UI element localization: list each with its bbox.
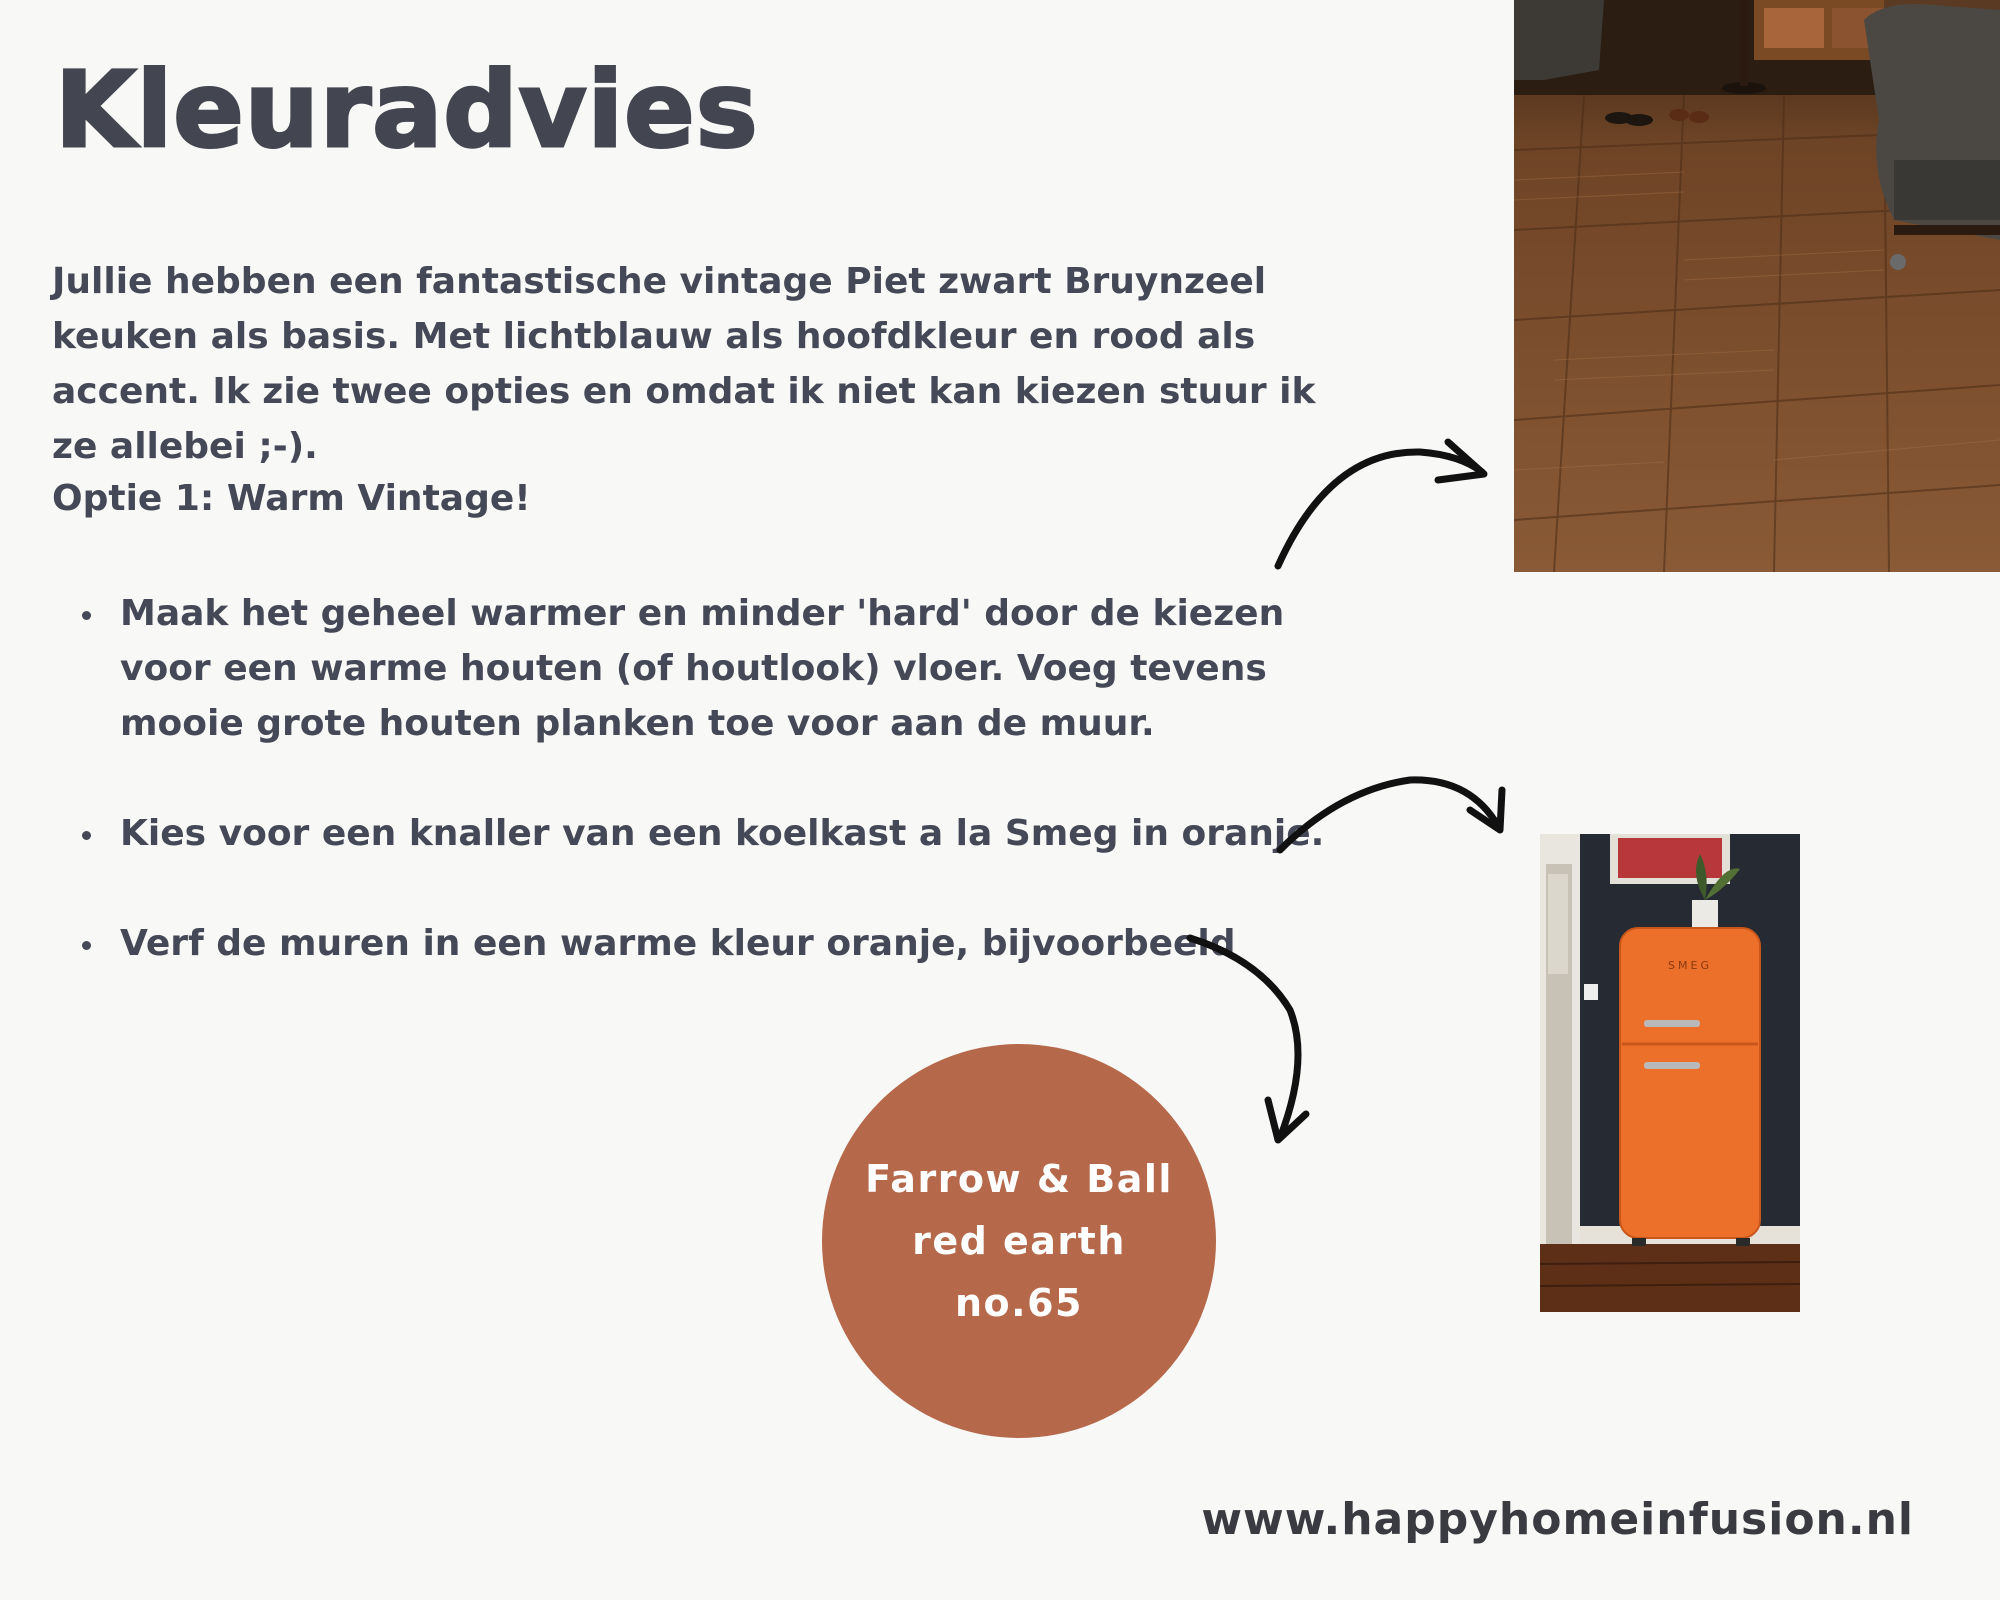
list-item [52, 806, 1352, 861]
fridge-image [1540, 834, 1800, 1312]
option-title: Optie 1: Warm Vintage! [52, 478, 531, 519]
list-item-text: Kies voor een knaller van een koelkast a la Smeg in oranje. [120, 813, 1325, 854]
advice-list [52, 586, 1352, 971]
intro-paragraph: Jullie hebben een fantastische vintage Piet zwart Bruynzeel keuken als basis. Met lichtblauw als hoofdkleur en rood als accent. Ik zie twee opties en omdat ik niet kan kiezen stuur ik ze allebei ;-). [52, 261, 1316, 467]
swatch-color-name: red earth [912, 1219, 1126, 1263]
smeg-fridge-photo [1540, 834, 1800, 1312]
list-item [52, 586, 1352, 751]
bullet-dot [82, 941, 91, 950]
swatch-brand: Farrow & Ball [865, 1157, 1173, 1201]
wood-floor-photo [1514, 0, 2000, 572]
wood-floor-image [1514, 0, 2000, 572]
page-title: Kleuradvies [55, 49, 759, 171]
list-item-text: Verf de muren in een warme kleur oranje, bijvoorbeeld [120, 923, 1236, 964]
website-url[interactable]: www.happyhomeinfusion.nl [1201, 1494, 1914, 1545]
list-item [52, 916, 1352, 971]
fridge-brand: SMEG [1668, 959, 1712, 972]
list-item-text: Maak het geheel warmer en minder 'hard' door de kiezen voor een warme houten (of houtlook) vloer. Voeg tevens mooie grote houten planken toe voor aan de muur. [120, 593, 1285, 744]
bullet-dot [82, 611, 91, 620]
swatch-color-number: no.65 [955, 1281, 1083, 1325]
bullet-dot [82, 831, 91, 840]
paint-color-swatch [822, 1044, 1216, 1438]
